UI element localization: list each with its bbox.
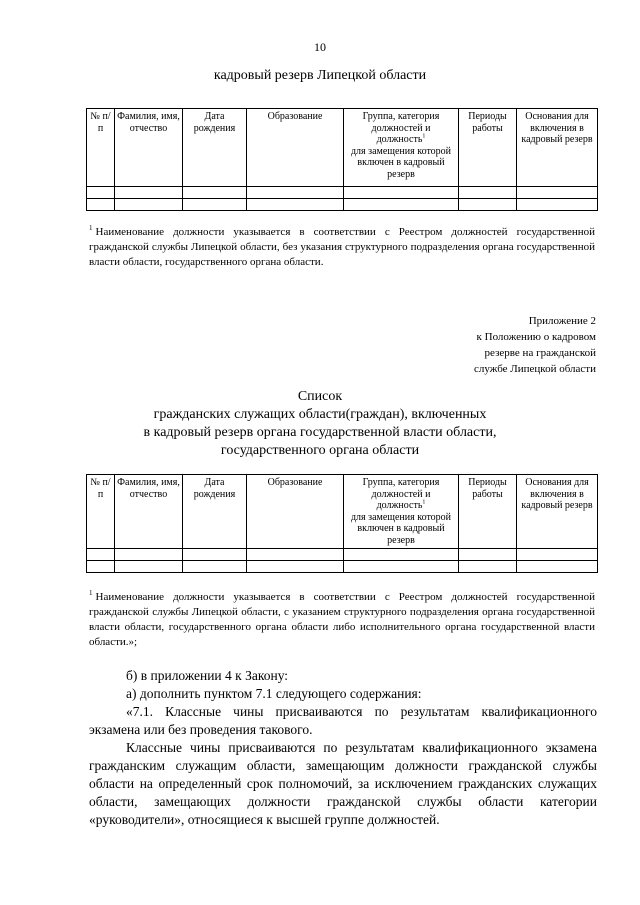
reserve-table-2: [86, 474, 598, 573]
col-work-periods: Периоды работы: [459, 475, 517, 549]
col-position-group: Группа, категория должностей и должность$^1$ для замещения которой включен в кадровый резерв: [344, 109, 459, 187]
paragraph: Классные чины присваиваются по результатам квалификационного экзамена гражданским служащим области, замещающим должности гражданской службы области на определенный срок полномочий, за исключением гражданских служащих области, замещающих должности гражданской службы области категории «руководители», относящиеся к высшей группе должностей.: [89, 740, 597, 827]
table-row: [87, 549, 598, 561]
table-row: [87, 561, 598, 573]
reserve-table-1: [86, 108, 598, 211]
col-education: Образование: [247, 109, 344, 187]
appendix-label: Приложение 2 к Положению о кадровом резерве на гражданской службе Липецкой области: [474, 315, 596, 375]
col-number: № п/п: [87, 475, 115, 549]
footnote-2: $^1$ Наименование должности указывается в соответствии с Реестром должностей государственной гражданской службы Липецкой области, с указанием структурного подразделения органа государственной власти области, государственного органа области либо исполнительного органа государственной власти области.»;: [89, 589, 595, 648]
col-grounds: Основания для включения в кадровый резерв: [517, 109, 598, 187]
amendment-text: [89, 667, 597, 829]
paragraph: «7.1. Классные чины присваиваются по результатам квалификационного экзамена или без проведения такового.: [89, 704, 597, 737]
footnote-ref: 1: [422, 133, 426, 140]
col-work-periods: Периоды работы: [459, 109, 517, 187]
col-name: Фамилия, имя, отчество: [115, 109, 183, 187]
col-number: № п/п: [87, 109, 115, 187]
table-row: [87, 187, 598, 199]
col-education: Образование: [247, 475, 344, 549]
section-heading: кадровый резерв Липецкой области: [213, 68, 427, 83]
col-grounds: Основания для включения в кадровый резерв: [517, 475, 598, 549]
paragraph: б) в приложении 4 к Закону:: [126, 668, 289, 683]
page-number: 10: [314, 40, 326, 54]
table-row: [87, 199, 598, 211]
footnote-1: $^1$ Наименование должности указывается в соответствии с Реестром должностей государственной гражданской службы Липецкой области, без указания структурного подразделения органа государственной власти области, государственного органа области.: [89, 224, 595, 268]
footnote-ref: 1: [422, 499, 426, 506]
col-name: Фамилия, имя, отчество: [115, 475, 183, 549]
col-birthdate: Дата рождения: [183, 475, 247, 549]
col-birthdate: Дата рождения: [183, 109, 247, 187]
list-title: Список гражданских служащих области(граждан), включенных в кадровый резерв органа государственной власти области, государственного органа области: [143, 389, 497, 458]
paragraph: а) дополнить пунктом 7.1 следующего содержания:: [126, 686, 422, 701]
col-position-group: Группа, категория должностей и должность$^1$ для замещения которой включен в кадровый резерв: [344, 475, 459, 549]
